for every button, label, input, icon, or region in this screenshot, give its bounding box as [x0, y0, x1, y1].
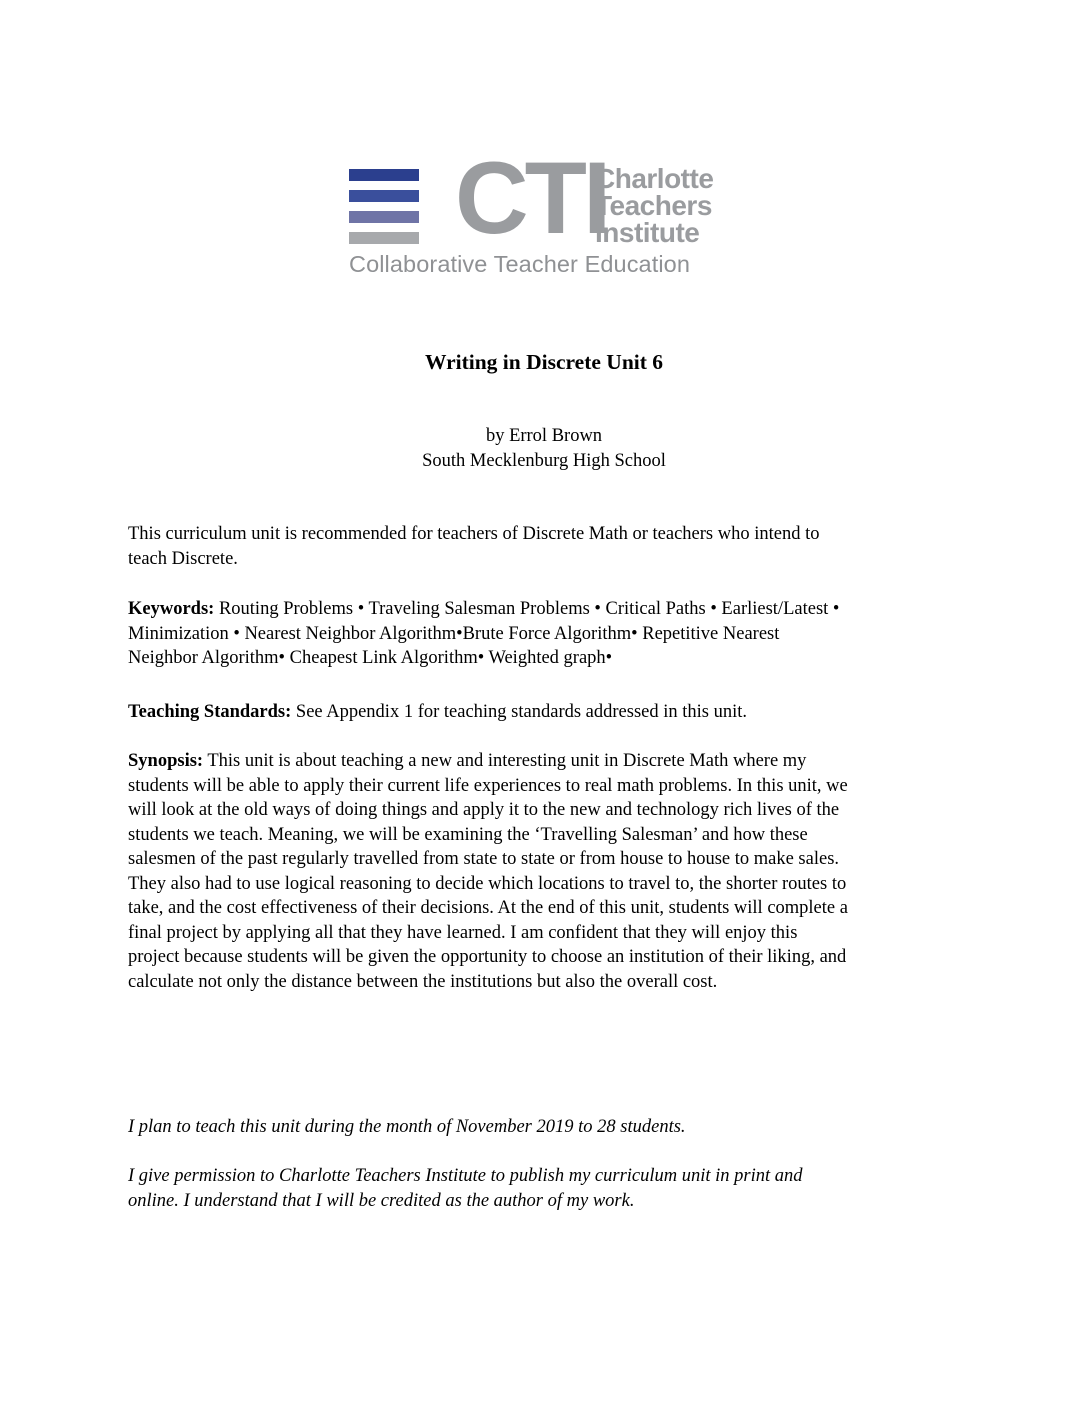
text-line: calculate not only the distance between the institutions but also the overall cost. [128, 971, 718, 992]
text-line [128, 597, 976, 622]
keywords-text: Routing Problems • Traveling Salesman Problems • Critical Paths • Earliest/Latest • [214, 599, 840, 619]
logo-stripes-icon [349, 169, 419, 245]
logo-name-line: Charlotte [595, 163, 714, 194]
text-line: They also had to use logical reasoning to decide which locations to travel to, the shorter routes to [128, 873, 847, 894]
text-line: I plan to teach this unit during the month of November 2019 to 28 students. [128, 1117, 686, 1137]
text-line [128, 700, 976, 725]
text-line [128, 749, 976, 774]
byline [0, 424, 1088, 474]
text-line: online. I understand that I will be credited as the author of my work. [128, 1190, 635, 1211]
synopsis-text: This unit is about teaching a new and interesting unit in Discrete Math where my [203, 751, 807, 771]
logo-tagline: Collaborative Teacher Education [349, 251, 691, 277]
text-line: I give permission to Charlotte Teachers Institute to publish my curriculum unit in print and [128, 1166, 803, 1186]
text-line: Neighbor Algorithm• Cheapest Link Algorithm• Weighted graph• [128, 648, 613, 668]
intro-paragraph [128, 522, 976, 571]
logo-stripe [349, 190, 419, 202]
text-line: final project by applying all that they have learned. I am confident that they will enjoy this [128, 922, 798, 943]
text-line: students will be able to apply their current life experiences to real math problems. In this unit, we [128, 775, 848, 796]
keywords-label: Keywords: [128, 599, 215, 619]
standards-label: Teaching Standards: [128, 702, 292, 722]
cti-logo [349, 141, 739, 283]
synopsis-label: Synopsis: [128, 751, 204, 771]
logo-name-line: Teachers [595, 190, 712, 221]
logo-stripe [349, 211, 419, 223]
standards-text: See Appendix 1 for teaching standards addressed in this unit. [291, 702, 748, 722]
text-line: project because students will be given the opportunity to choose an institution of their liking, and [128, 947, 847, 967]
logo-institute-name [595, 165, 713, 246]
logo-mark: CTI [455, 141, 608, 255]
text-line: take, and the cost effectiveness of their decisions. At the end of this unit, students will complete a [128, 898, 848, 918]
school-name: South Mecklenburg High School [422, 451, 666, 471]
teaching-plan-statement [128, 1115, 976, 1140]
logo-stripe [349, 169, 419, 181]
author-name: by Errol Brown [485, 426, 603, 446]
document-title: Writing in Discrete Unit 6 [424, 350, 664, 374]
standards-paragraph [128, 700, 976, 725]
logo-name-line: Institute [595, 217, 700, 248]
text-line: Minimization • Nearest Neighbor Algorithm•Brute Force Algorithm• Repetitive Nearest [128, 623, 780, 644]
text-line: students we teach. Meaning, we will be examining the ‘Travelling Salesman’ and how these [128, 824, 808, 845]
text-line: will look at the old ways of doing things and apply it to the new and technology rich lives of the [128, 800, 840, 820]
permission-statement [128, 1164, 976, 1213]
text-line: salesmen of the past regularly travelled from state to state or from house to house to make sales. [128, 849, 840, 869]
text-line: teach Discrete. [128, 548, 238, 569]
logo-stripe [349, 232, 419, 244]
text-line: This curriculum unit is recommended for teachers of Discrete Math or teachers who intend to [128, 524, 820, 544]
keywords-paragraph [128, 597, 976, 671]
synopsis-paragraph [128, 749, 976, 994]
